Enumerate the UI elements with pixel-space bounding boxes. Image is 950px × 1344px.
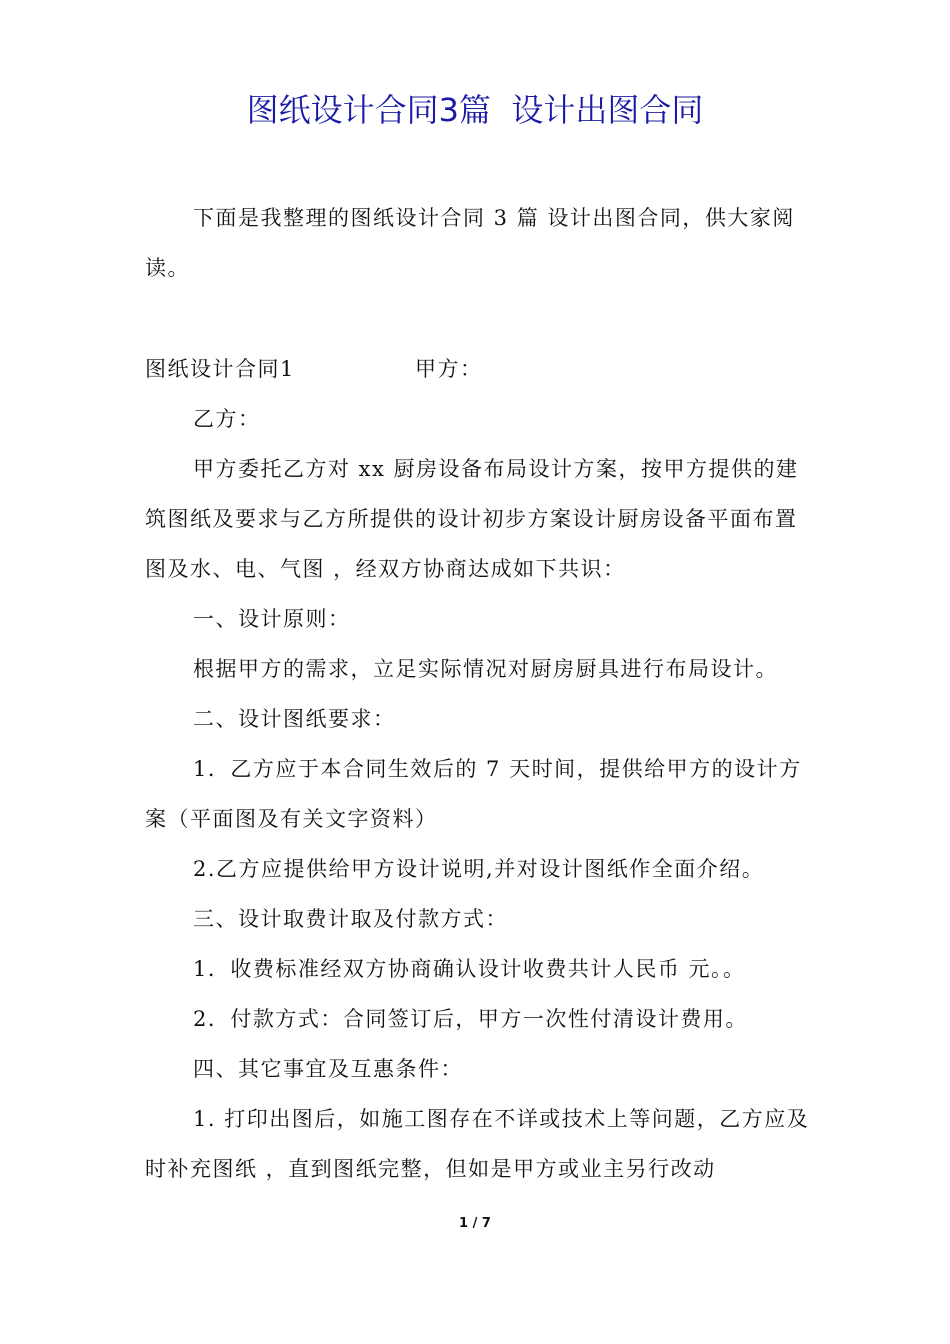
party-b-label: 乙方： bbox=[193, 407, 261, 431]
contract-heading: 图纸设计合同1 bbox=[145, 357, 295, 381]
document-title: 图纸设计合同3篇 设计出图合同 bbox=[246, 91, 704, 129]
section-1-text: 根据甲方的需求，立足实际情况对厨房厨具进行布局设计。 bbox=[193, 657, 778, 681]
section-2-item-1: 1．乙方应于本合同生效后的 7 天时间，提供给甲方的设计方案（平面图及有关文字资料） bbox=[145, 757, 802, 831]
section-3-heading: 三、设计取费计取及付款方式： bbox=[193, 907, 508, 931]
section-2-heading: 二、设计图纸要求： bbox=[193, 707, 396, 731]
section-2-item-2: 2.乙方应提供给甲方设计说明,并对设计图纸作全面介绍。 bbox=[193, 857, 765, 881]
page-indicator: 1 / 7 bbox=[459, 1216, 491, 1231]
intro-paragraph: 下面是我整理的图纸设计合同 3 篇 设计出图合同，供大家阅读。 bbox=[145, 206, 795, 280]
contract-paragraph: 甲方委托乙方对 xx 厨房设备布局设计方案，按甲方提供的建筑图纸及要求与乙方所提供的设计初步方案设计厨房设备平面布置图及水、电、气图 ，经双方协商达成如下共识： bbox=[145, 457, 799, 581]
party-a-label: 甲方： bbox=[415, 357, 483, 381]
section-4-heading: 四、其它事宜及互惠条件： bbox=[193, 1057, 463, 1081]
contract-heading-row bbox=[145, 344, 810, 394]
section-3-item-1: 1．收费标准经双方协商确认设计收费共计人民币 元。。 bbox=[193, 957, 746, 981]
section-4-item-1: 1. 打印出图后，如施工图存在不详或技术上等问题，乙方应及时补充图纸 ，直到图纸完整，但如是甲方或业主另行改动 bbox=[145, 1107, 810, 1181]
section-3-item-2: 2．付款方式：合同签订后，甲方一次性付清设计费用。 bbox=[193, 1007, 748, 1031]
section-1-heading: 一、设计原则： bbox=[193, 607, 351, 631]
